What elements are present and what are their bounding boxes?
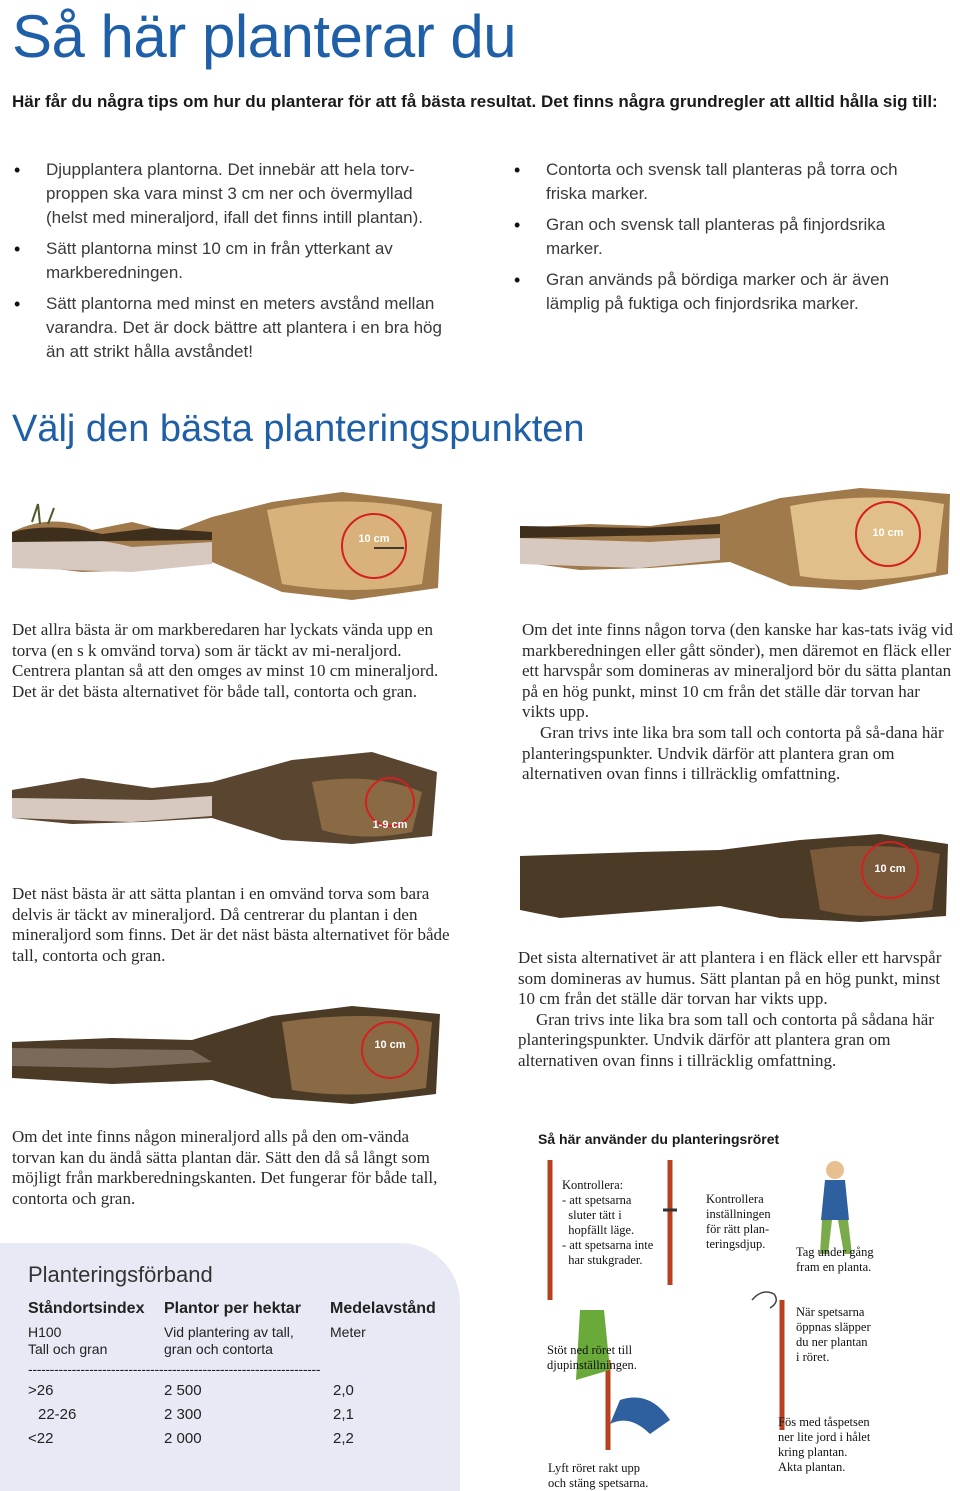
paragraph: Gran trivs inte lika bra som tall och contorta på så-dana här planteringspunkter. Undvik därför att plantera gran om alternativen ovan finns i tillräcklig omfattning. (522, 722, 944, 784)
table-subheader: Vid plantering av tall, gran och contorta (164, 1324, 294, 1357)
table-cell: 2,2 (333, 1430, 354, 1447)
table-cell: <22 (28, 1430, 54, 1447)
guide-caption: Stöt ned röret till djupinställningen. (547, 1343, 637, 1372)
table-header: Medelavstånd (330, 1300, 436, 1317)
guide-title: Så här använder du planteringsröret (538, 1131, 780, 1147)
guide-caption: Tag under gång fram en planta. (796, 1245, 874, 1274)
table-cell: 2,0 (333, 1382, 354, 1399)
best-option-text (12, 620, 452, 702)
paragraph: Det näst bästa är att sätta plantan i en omvänd torva som bara delvis är täckt av mineraljord. Då centrerar du plantan i den mineraljord som finns. Det är det näst bästa alternativet för både tall, contorta och gran. (12, 884, 450, 965)
paragraph: Om det inte finns någon torva (den kanske har kas-tats iväg vid markberedningen eller gått sönder), men däremot en fläck eller ett harvspår som domineras av mineraljord bör du sätta plantan på en hög punkt, minst 10 cm från det ställe där torvan har vikts upp. (522, 620, 954, 722)
table-cell: 2 500 (164, 1382, 202, 1399)
table-cell: 2 300 (164, 1406, 202, 1423)
no-torva-text (522, 620, 954, 785)
last-option-text (518, 948, 958, 1072)
table-cell: >26 (28, 1382, 54, 1399)
bullet-list-right (512, 158, 932, 323)
page-title: Så här planterar du (12, 3, 517, 70)
intro-text: Här får du några tips om hur du planterar för att få bästa resultat. Det finns några grundregler att alltid hålla sig till: (12, 92, 938, 111)
bullet-item: • Gran och svensk tall planteras på finjordsrika marker. (512, 213, 932, 261)
table-subheader: Meter (330, 1324, 366, 1340)
paragraph: Det allra bästa är om markberedaren har lyckats vända upp en torva (en s k omvänd torva) som är täckt av mi-neraljord. Centrera plantan så att den omges av minst 10 cm mineraljord. Det är det bästa alternativet för både tall, contorta och gran. (12, 620, 439, 701)
distance-label: 10 cm (374, 1039, 406, 1051)
bullet-item: • Sätt plantorna minst 10 cm in från ytterkant av markberedningen. (12, 237, 452, 285)
table-subheader: H100 Tall och gran (28, 1324, 108, 1357)
soil-illustration-best (12, 492, 442, 602)
table-cell: 2 000 (164, 1430, 202, 1447)
table-header: Plantor per hektar (164, 1300, 301, 1317)
distance-label: 10 cm (874, 863, 906, 875)
guide-caption: När spetsarna öppnas släpper du ner plantan i röret. (796, 1305, 871, 1364)
bullet-item: • Djupplantera plantorna. Det innebär att hela torv-proppen ska vara minst 3 cm ner och övermyllad (helst med mineraljord, ifall det finns intill plantan). (12, 158, 452, 230)
soil-illustration-no-torva (520, 486, 950, 596)
paragraph: Det sista alternativet är att plantera i en fläck eller ett harvspår som domineras av humus. Sätt plantan på en hög punkt, minst 10 cm från det ställe där torvan har vikts upp. (518, 948, 942, 1009)
second-option-text (12, 884, 452, 966)
bullet-item: • Gran används på bördiga marker och är även lämplig på fuktiga och finjordsrika marker. (512, 268, 932, 316)
paragraph: Om det inte finns någon mineraljord alls på den om-vända torvan kan du ändå sätta plantan där. Sätt den då så långt som möjligt från markberedningskanten. Det fungerar för både tall, contorta och gran. (12, 1127, 438, 1208)
guide-caption: Lyft röret rakt upp och stäng spetsarna. (548, 1461, 649, 1490)
distance-label: 1-9 cm (372, 819, 408, 831)
guide-caption: Kontrollera inställningen för rätt plan- teringsdjup. (706, 1192, 771, 1251)
soil-illustration-partial (12, 752, 442, 848)
table-separator: ------------------------------------------------------------------- (28, 1361, 321, 1377)
table-header: Ståndortsindex (28, 1300, 145, 1317)
bullet-item: • Sätt plantorna med minst en meters avstånd mellan varandra. Det är dock bättre att plantera i en bra hög än att strikt hålla avståndet! (12, 292, 452, 364)
distance-label: 10 cm (358, 533, 390, 545)
soil-illustration-no-mineral (12, 1004, 442, 1104)
distance-label: 10 cm (872, 527, 904, 539)
paragraph: Gran trivs inte lika bra som tall och contorta på sådana här planteringspunkter. Undvik därför att plantera gran om alternativen ovan finns i tillräcklig omfattning. (518, 1009, 934, 1070)
guide-caption: Fös med tåspetsen ner lite jord i hålet kring plantan. Akta plantan. (778, 1415, 871, 1474)
section-title: Välj den bästa planteringspunkten (12, 408, 585, 450)
bullet-list-left (12, 158, 452, 371)
guide-caption: Kontrollera: - att spetsarna sluter tätt i hopfällt läge. - att spetsarna inte har stukgrader. (562, 1178, 654, 1267)
bullet-item: • Contorta och svensk tall planteras på torra och friska marker. (512, 158, 932, 206)
table-cell: 22-26 (38, 1406, 77, 1423)
table-title: Planteringsförband (28, 1262, 213, 1287)
table-cell: 2,1 (333, 1406, 354, 1423)
no-mineral-text (12, 1127, 452, 1209)
soil-illustration-humus (520, 830, 950, 926)
